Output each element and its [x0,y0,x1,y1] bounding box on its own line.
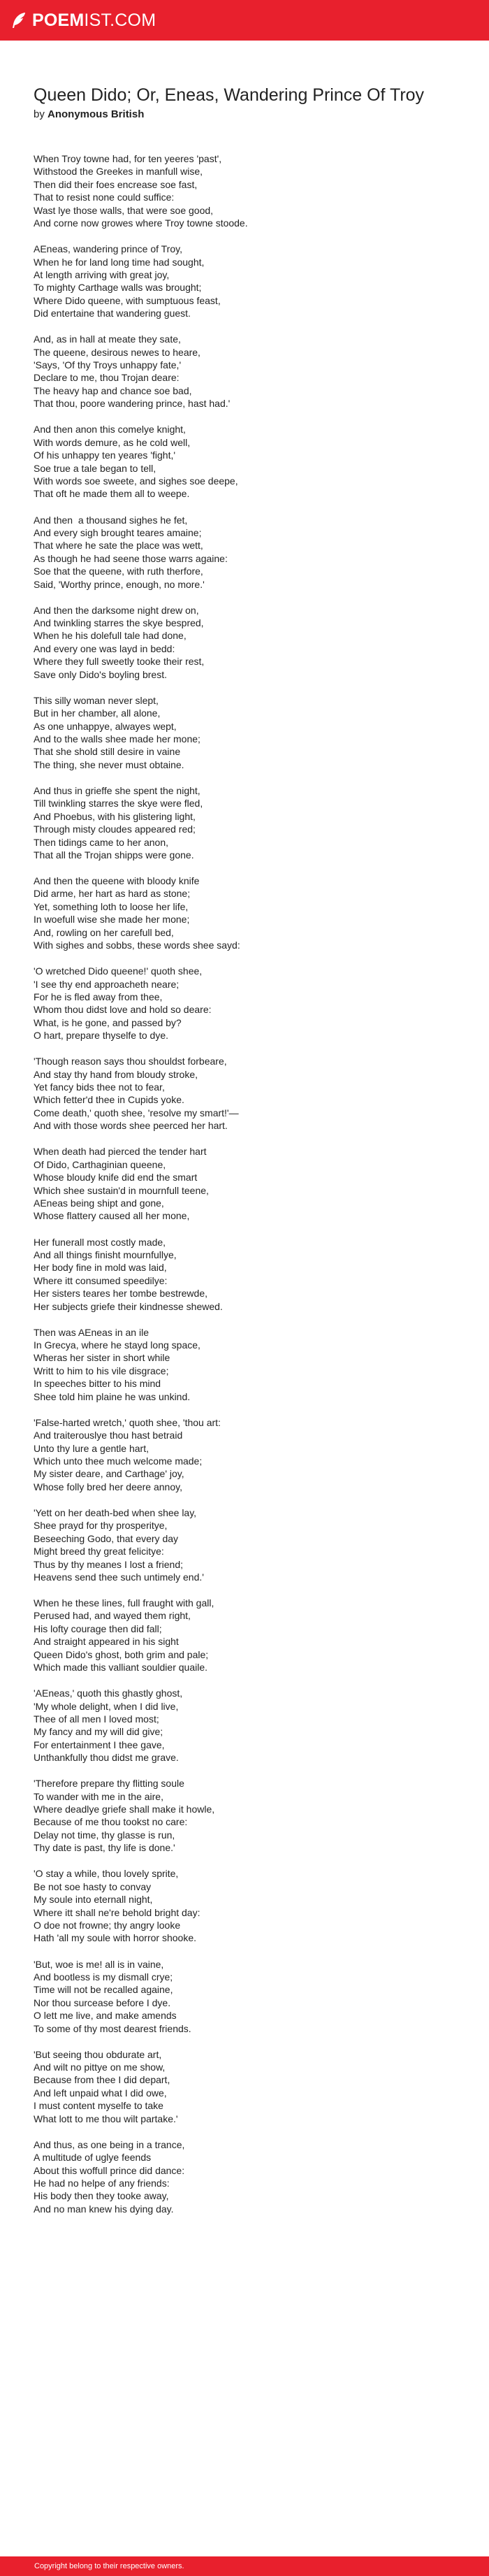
poem-line: My soule into eternall night, [34,1894,153,1906]
poem-line: Be not soe hasty to convay [34,1880,152,1892]
poem-line: Thy date is past, thy life is done.' [34,1842,175,1854]
poem-line: To wander with me in the aire, [34,1790,163,1802]
poem-line: And wilt no pittye on me show, [34,2061,166,2073]
poem-line: Time will not be recalled againe, [34,1984,173,1996]
stanza [34,694,460,771]
poem-title: Queen Dido; Or, Eneas, Wandering Prince Of Troy [34,85,425,105]
poem-line: And, as in hall at meate they sate, [34,333,181,345]
poem-byline [34,108,467,122]
poem-line: Whose bloudy knife did end the smart [34,1172,198,1183]
poem-line: O hart, prepare thyselfe to dye. [34,1030,168,1042]
poem-line: Which unto thee much welcome made; [34,1455,203,1467]
poem-line: And then anon this comelye knight, [34,424,186,436]
stanza [34,1597,460,1674]
poem-line: And thus, as one being in a trance, [34,2138,185,2150]
poem-line: Hath 'all my soule with horror shooke. [34,1932,196,1944]
poem-author: Anonymous British [48,108,145,120]
poem-line: Whom thou didst love and hold so deare: [34,1004,212,1016]
poem-line: That all the Trojan shipps were gone. [34,849,194,861]
poem-line: Because from thee I did depart, [34,2074,170,2086]
site-logo-text [32,8,156,32]
poem-line: And to the walls shee made her mone; [34,733,200,744]
stanza [34,1416,460,1493]
stanza [34,875,460,951]
poem-line: His lofty courage then did fall; [34,1622,162,1634]
poem-line: For he is fled away from thee, [34,991,163,1002]
stanza [34,243,460,319]
poem-line: This silly woman never slept, [34,694,159,706]
poem-line: Withstood the Greekes in manfull wise, [34,166,203,178]
poem-line: Where they full sweetly tooke their rest, [34,656,205,668]
poem-line: 'O wretched Dido queene!' quoth shee, [34,965,203,977]
poem-line: Shee prayd for thy prosperitye, [34,1520,168,1532]
poem-line: That she shold still desire in vaine [34,746,181,758]
poem-line: When he for land long time had sought, [34,256,205,268]
poem-line: In Grecya, where he stayd long space, [34,1339,200,1351]
poem-line: Which fetter'd thee in Cupids yoke. [34,1094,184,1106]
poem-line: That thou, poore wandering prince, hast had.' [34,398,231,410]
poem-line: With sighes and sobbs, these words shee sayd: [34,940,240,951]
stanza [34,1055,460,1132]
poem-line: And with those words shee peerced her hart. [34,1120,228,1132]
poem-line: Heavens send thee such untimely end.' [34,1571,204,1583]
poem-line: 'O stay a while, thou lovely sprite, [34,1868,179,1880]
poem-line: That where he sate the place was wett, [34,540,203,552]
poem-line: Till twinkling starres the skye were fled, [34,798,203,810]
stanza [34,604,460,681]
poem-line: Thee of all men I loved most; [34,1713,159,1725]
poem-line: Did entertaine that wandering guest. [34,308,191,319]
poem-line: He had no helpe of any friends: [34,2177,170,2189]
poem-line: And traiterouslye thou hast betraid [34,1430,183,1441]
poem-line: Yet, something loth to loose her life, [34,900,189,912]
poem-line: Did arme, her hart as hard as stone; [34,888,191,900]
poem-line: 'Yett on her death-bed when shee lay, [34,1506,197,1518]
poem-line: And Phoebus, with his glistering light, [34,810,196,822]
poem-line: Her body fine in mold was laid, [34,1262,167,1274]
poem-line: Her sisters teares her tombe bestrewde, [34,1288,207,1300]
poem-line: A multitude of uglye feends [34,2152,152,2164]
poem-line: 'I see thy end approacheth neare; [34,978,180,990]
poem-line: And then the queene with bloody knife [34,875,200,886]
poem-line: My fancy and my will did give; [34,1726,163,1738]
poem-line: Because of me thou tookst no care: [34,1816,188,1828]
poem-line: Of Dido, Carthaginian queene, [34,1158,166,1170]
poem-line: Which made this valliant souldier quaile. [34,1662,208,1674]
poem-line: Then tidings came to her anon, [34,836,169,848]
poem-line: The queene, desirous newes to heare, [34,346,200,358]
poem-line: About this woffull prince did dance: [34,2164,185,2176]
poem-line: And thus in grieffe she spent the night, [34,784,200,796]
poem-line: And corne now growes where Troy towne stoode. [34,217,248,229]
poem-line: 'Says, 'Of thy Troys unhappy fate,' [34,359,182,371]
poem-line: The heavy hap and chance soe bad, [34,384,192,396]
poem-line: In woefull wise she made her mone; [34,914,190,926]
poem-line: But in her chamber, all alone, [34,707,161,719]
poem-line: 'My whole delight, when I did live, [34,1700,179,1712]
poem-line: And stay thy hand from bloudy stroke, [34,1068,198,1080]
footer-copyright: Copyright belong to their respective owners. [34,2562,184,2570]
poem-line: Shee told him plaine he was unkind. [34,1390,191,1402]
poem-line: Declare to me, thou Trojan deare: [34,372,180,384]
poem-line: What lott to me thou wilt partake.' [34,2113,178,2124]
poem-line: 'But, woe is me! all is in vaine, [34,1958,164,1970]
poem-line: When he these lines, full fraught with gall, [34,1597,214,1609]
poem-line: And then the darksome night drew on, [34,604,199,616]
poem-line: Soe that the queene, with ruth therfore, [34,566,203,577]
site-header [0,0,489,41]
stanza [34,333,460,410]
poem-line: 'False-harted wretch,' quoth shee, 'thou art: [34,1416,221,1428]
poem-line: And then a thousand sighes he fet, [34,514,188,526]
poem-line: And every one was layd in bedd: [34,642,175,654]
stanza [34,1506,460,1583]
poem-line: Whose folly bred her deere annoy, [34,1481,182,1492]
poem-line: When he his dolefull tale had done, [34,630,187,642]
poem-line: Where deadlye griefe shall make it howle, [34,1804,215,1815]
poem-line: To mighty Carthage walls was brought; [34,282,202,294]
poem-line: Yet fancy bids thee not to fear, [34,1081,165,1093]
poem-line: Soe true a tale began to tell, [34,462,156,474]
poem-line: 'But seeing thou obdurate art, [34,2048,162,2060]
poem-line: Wheras her sister in short while [34,1352,170,1364]
poem-line: In speeches bitter to his mind [34,1378,161,1390]
stanza [34,1145,460,1222]
poem-line: Writt to him to his vile disgrace; [34,1365,169,1376]
poem-line: Thus by thy meanes I lost a friend; [34,1558,183,1570]
stanza [34,1326,460,1403]
poem-line: The thing, she never must obtaine. [34,758,184,770]
stanza [34,2048,460,2125]
poem-line: Unthankfully thou didst me grave. [34,1752,179,1764]
poem-line: Perused had, and wayed them right, [34,1610,191,1622]
poem-line: Queen Dido's ghost, both grim and pale; [34,1648,209,1660]
stanza [34,1958,460,2035]
poem-line: Where itt shall ne're behold bright day: [34,1906,200,1918]
poem-line: With words demure, as he cold well, [34,436,191,448]
poem-line: Her subjects griefe their kindnesse shewed. [34,1300,223,1312]
poem-line: Where itt consumed speedilye: [34,1274,168,1286]
stanza [34,784,460,861]
poem-line: His body then they tooke away, [34,2190,169,2202]
stanza [34,1687,460,1764]
poem-line: To some of thy most dearest friends. [34,2022,191,2034]
byline-prefix: by [34,108,45,120]
poem-line: And twinkling starres the skye bespred, [34,617,204,629]
poem-line: Beseeching Godo, that every day [34,1532,179,1544]
poem-line: Through misty cloudes appeared red; [34,823,196,835]
site-logo-link[interactable] [10,8,156,32]
poem-line: Come death,' quoth shee, 'resolve my smart!'— [34,1107,239,1118]
poem-header [34,85,467,122]
poem-line: Then did their foes encrease soe fast, [34,178,198,190]
stanza [34,152,460,229]
poem-line: Which shee sustain'd in mournfull teene, [34,1184,209,1196]
poem-line: I must content myselfe to take [34,2100,163,2112]
brand-strong: POEM [32,10,85,30]
poem-line: AEneas, wandering prince of Troy, [34,243,182,255]
poem-line: And left unpaid what I did owe, [34,2087,167,2099]
poem-line: Might breed thy great felicitye: [34,1546,164,1557]
poem-line: And bootless is my dismall crye; [34,1971,173,1983]
poem-line: Delay not time, thy glasse is run, [34,1829,175,1841]
stanza [34,965,460,1042]
site-footer [0,2556,489,2576]
poem-line: As one unhappye, alwayes wept, [34,720,177,732]
poem-line: AEneas being shipt and gone, [34,1197,164,1209]
stanza [34,514,460,591]
poem-line: 'AEneas,' quoth this ghastly ghost, [34,1688,183,1699]
poem-line: That to resist none could suffice: [34,192,175,203]
poem-line: With words soe sweete, and sighes soe deepe, [34,475,238,487]
stanza [34,2138,460,2215]
poem-line: Her funerall most costly made, [34,1236,166,1248]
poem-line: Whose flattery caused all her mone, [34,1210,190,1222]
poem-line: 'Therefore prepare thy flitting soule [34,1778,184,1790]
poem-line: Nor thou surcease before I dye. [34,1996,171,2008]
poem-line: O lett me live, and make amends [34,2010,177,2022]
poem-line: As though he had seene those warrs againe: [34,552,228,564]
poem-line: And every sigh brought teares amaine; [34,526,202,538]
poem-line: That oft he made them all to weepe. [34,488,190,500]
brand-light: IST.COM [84,10,156,30]
poem-line: When death had pierced the tender hart [34,1146,207,1158]
poem-line: For entertainment I thee gave, [34,1739,165,1750]
poem-line: Said, 'Worthy prince, enough, no more.' [34,578,205,590]
poem-line: At length arriving with great joy, [34,268,170,280]
poem-line: Then was AEneas in an ile [34,1326,149,1338]
poem-line: 'Though reason says thou shouldst forbeare, [34,1056,227,1067]
poem-line: My sister deare, and Carthage' joy, [34,1468,184,1480]
stanza [34,423,460,500]
quill-feather-icon [10,11,28,29]
poem-line: Unto thy lure a gentle hart, [34,1442,149,1454]
poem-line: And straight appeared in his sight [34,1636,179,1648]
poem-line: What, is he gone, and passed by? [34,1016,182,1028]
poem-body [34,152,460,2229]
poem-line: O doe not frowne; thy angry looke [34,1920,181,1931]
poem-line: And all things finisht mournfullye, [34,1249,177,1260]
poem-line: When Troy towne had, for ten yeeres 'past', [34,153,222,164]
poem-line: And, rowling on her carefull bed, [34,926,174,938]
stanza [34,1777,460,1854]
poem-line: And no man knew his dying day. [34,2203,174,2215]
stanza [34,1867,460,1944]
poem-line: Save only Dido's boyling brest. [34,668,167,680]
poem-line: Of his unhappy ten yeares 'fight,' [34,449,176,461]
poem-line: Wast lye those walls, that were soe good, [34,204,214,216]
stanza [34,1236,460,1313]
poem-line: Where Dido queene, with sumptuous feast, [34,294,221,306]
